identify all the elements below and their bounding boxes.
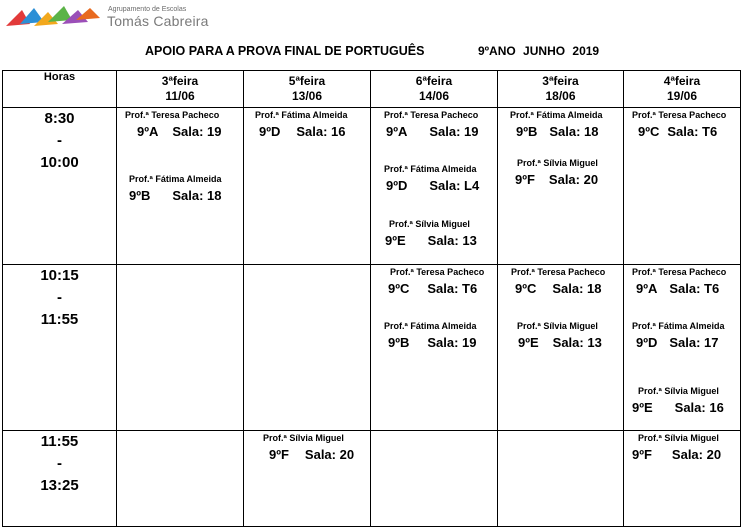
schedule-cell (498, 431, 624, 527)
session-entry (125, 110, 222, 140)
class-name: 9ºD (259, 124, 281, 139)
class-name: 9ºF (515, 172, 535, 187)
schedule-cell (498, 108, 624, 265)
day-name: 5ªfeira (288, 74, 326, 88)
class-name: 9ºD (636, 335, 658, 350)
room-number: Sala: L4 (429, 178, 480, 193)
slot-end: 11:55 (40, 311, 79, 328)
teacher-name: Prof.ª Fátima Almeida (129, 174, 222, 184)
schedule-cell (624, 108, 741, 265)
session-entry (632, 110, 726, 140)
day-date: 14/06 (418, 89, 450, 103)
day-date: 19/06 (666, 89, 698, 103)
class-room (632, 399, 724, 416)
class-room (636, 280, 726, 297)
logo-subtitle: Agrupamento de Escolas (108, 6, 187, 13)
room-number: Sala: 19 (429, 124, 479, 139)
header-row (3, 71, 741, 108)
schedule-cell (624, 431, 741, 527)
schedule-cell (244, 108, 371, 265)
class-name: 9ºC (388, 281, 410, 296)
slot-start: 10:15 (40, 267, 79, 284)
session-entry (384, 110, 479, 140)
session-entry (511, 267, 605, 297)
horas-header: Horas (3, 71, 117, 108)
teacher-name: Prof.ª Sílvia Miguel (389, 219, 470, 229)
time-slot-cell (3, 108, 117, 265)
teacher-name: Prof.ª Teresa Pacheco (390, 267, 485, 277)
room-number: Sala: 20 (548, 172, 599, 187)
teacher-name: Prof.ª Fátima Almeida (510, 110, 603, 120)
time-slot-cell (3, 431, 117, 527)
slot-end: 10:00 (40, 154, 79, 171)
session-entry (384, 164, 479, 194)
class-room (638, 123, 726, 140)
teacher-name: Prof.ª Teresa Pacheco (632, 267, 727, 277)
day-name: 6ªfeira (415, 74, 453, 88)
session-entry (255, 110, 348, 140)
class-room (388, 280, 484, 297)
room-number: Sala: 19 (427, 335, 477, 350)
session-entry (632, 433, 722, 463)
class-room (137, 123, 222, 140)
schedule-cell (117, 108, 244, 265)
teacher-name: Prof.ª Fátima Almeida (384, 164, 477, 174)
class-name: 9ºA (636, 281, 658, 296)
session-entry (510, 110, 603, 140)
session-entry (632, 321, 725, 351)
schedule-table (2, 70, 741, 527)
schedule-cell (117, 265, 244, 431)
schedule-cell (371, 431, 498, 527)
teacher-name: Prof.ª Fátima Almeida (632, 321, 725, 331)
teacher-name: Prof.ª Fátima Almeida (384, 321, 477, 331)
teacher-name: Prof.ª Sílvia Miguel (517, 158, 598, 168)
teacher-name: Prof.ª Sílvia Miguel (517, 321, 598, 331)
slot-separator: - (57, 132, 62, 149)
schedule-cell (244, 265, 371, 431)
schedule-cell (244, 431, 371, 527)
room-number: Sala: 18 (549, 124, 599, 139)
room-number: Sala: 13 (427, 233, 477, 248)
day-header (498, 71, 624, 108)
slot-separator: - (57, 455, 62, 472)
teacher-name: Prof.ª Teresa Pacheco (384, 110, 479, 120)
day-header (117, 71, 244, 108)
room-number: Sala: T6 (427, 281, 478, 296)
session-entry (263, 433, 354, 463)
class-name: 9ºE (518, 335, 539, 350)
page-subtitle: 9ºANO JUNHO 2019 (478, 44, 600, 58)
day-date: 18/06 (545, 89, 576, 103)
day-header (244, 71, 371, 108)
class-name: 9ºA (386, 124, 408, 139)
class-name: 9ºD (386, 178, 408, 193)
teacher-name: Prof.ª Teresa Pacheco (511, 267, 606, 277)
class-name: 9ºC (638, 124, 660, 139)
class-room (259, 123, 348, 140)
class-room (518, 334, 602, 351)
class-name: 9ºB (516, 124, 538, 139)
room-number: Sala: 20 (671, 447, 722, 462)
time-slot-row (3, 431, 741, 527)
class-room (386, 123, 479, 140)
room-number: Sala: 18 (172, 188, 222, 203)
class-room (269, 446, 354, 463)
session-entry (385, 219, 477, 249)
time-slot-row (3, 108, 741, 265)
class-name: 9ºB (129, 188, 151, 203)
slot-separator: - (57, 289, 62, 306)
day-header (624, 71, 741, 108)
day-header (371, 71, 498, 108)
logo-mark-icon (4, 2, 104, 32)
schedule-cell (117, 431, 244, 527)
class-room (129, 187, 222, 204)
teacher-name: Prof.ª Sílvia Miguel (638, 433, 719, 443)
room-number: Sala: 16 (296, 124, 346, 139)
class-room (515, 171, 598, 188)
schedule-cell (371, 108, 498, 265)
session-entry (632, 267, 726, 297)
session-entry (384, 321, 477, 351)
session-entry (632, 386, 724, 416)
class-room (516, 123, 603, 140)
session-entry (390, 267, 484, 297)
class-name: 9ºC (515, 281, 537, 296)
room-number: Sala: T6 (669, 281, 720, 296)
class-name: 9ºF (632, 447, 652, 462)
session-entry (129, 174, 222, 204)
schedule-cell (498, 265, 624, 431)
class-name: 9ºE (385, 233, 406, 248)
session-entry (517, 158, 598, 188)
class-room (385, 232, 477, 249)
time-slot-cell (3, 265, 117, 431)
teacher-name: Prof.ª Teresa Pacheco (125, 110, 220, 120)
day-name: 4ªfeira (663, 74, 701, 88)
room-number: Sala: T6 (667, 124, 718, 139)
school-logo (4, 2, 209, 32)
class-name: 9ºF (269, 447, 289, 462)
day-date: 13/06 (291, 89, 323, 103)
class-name: 9ºE (632, 400, 653, 415)
page-title: APOIO PARA A PROVA FINAL DE PORTUGUÊS (145, 44, 425, 58)
teacher-name: Prof.ª Sílvia Miguel (638, 386, 719, 396)
class-name: 9ºA (137, 124, 159, 139)
room-number: Sala: 18 (552, 281, 602, 296)
room-number: Sala: 17 (669, 335, 719, 350)
class-name: 9ºB (388, 335, 410, 350)
schedule-cell (371, 265, 498, 431)
room-number: Sala: 20 (304, 447, 355, 462)
logo-school-name: Tomás Cabreira (107, 13, 209, 29)
class-room (388, 334, 477, 351)
teacher-name: Prof.ª Sílvia Miguel (263, 433, 344, 443)
day-name: 3ªfeira (161, 74, 199, 88)
class-room (386, 177, 479, 194)
class-room (515, 280, 605, 297)
slot-start: 11:55 (40, 433, 79, 450)
slot-end: 13:25 (40, 477, 79, 494)
teacher-name: Prof.ª Fátima Almeida (255, 110, 348, 120)
class-room (632, 446, 721, 463)
room-number: Sala: 16 (674, 400, 724, 415)
slot-start: 8:30 (44, 110, 75, 127)
day-name: 3ªfeira (542, 74, 579, 88)
time-slot-row (3, 265, 741, 431)
room-number: Sala: 19 (172, 124, 222, 139)
day-date: 11/06 (165, 89, 195, 103)
room-number: Sala: 13 (552, 335, 602, 350)
schedule-cell (624, 265, 741, 431)
class-room (636, 334, 725, 351)
teacher-name: Prof.ª Teresa Pacheco (632, 110, 727, 120)
session-entry (517, 321, 602, 351)
